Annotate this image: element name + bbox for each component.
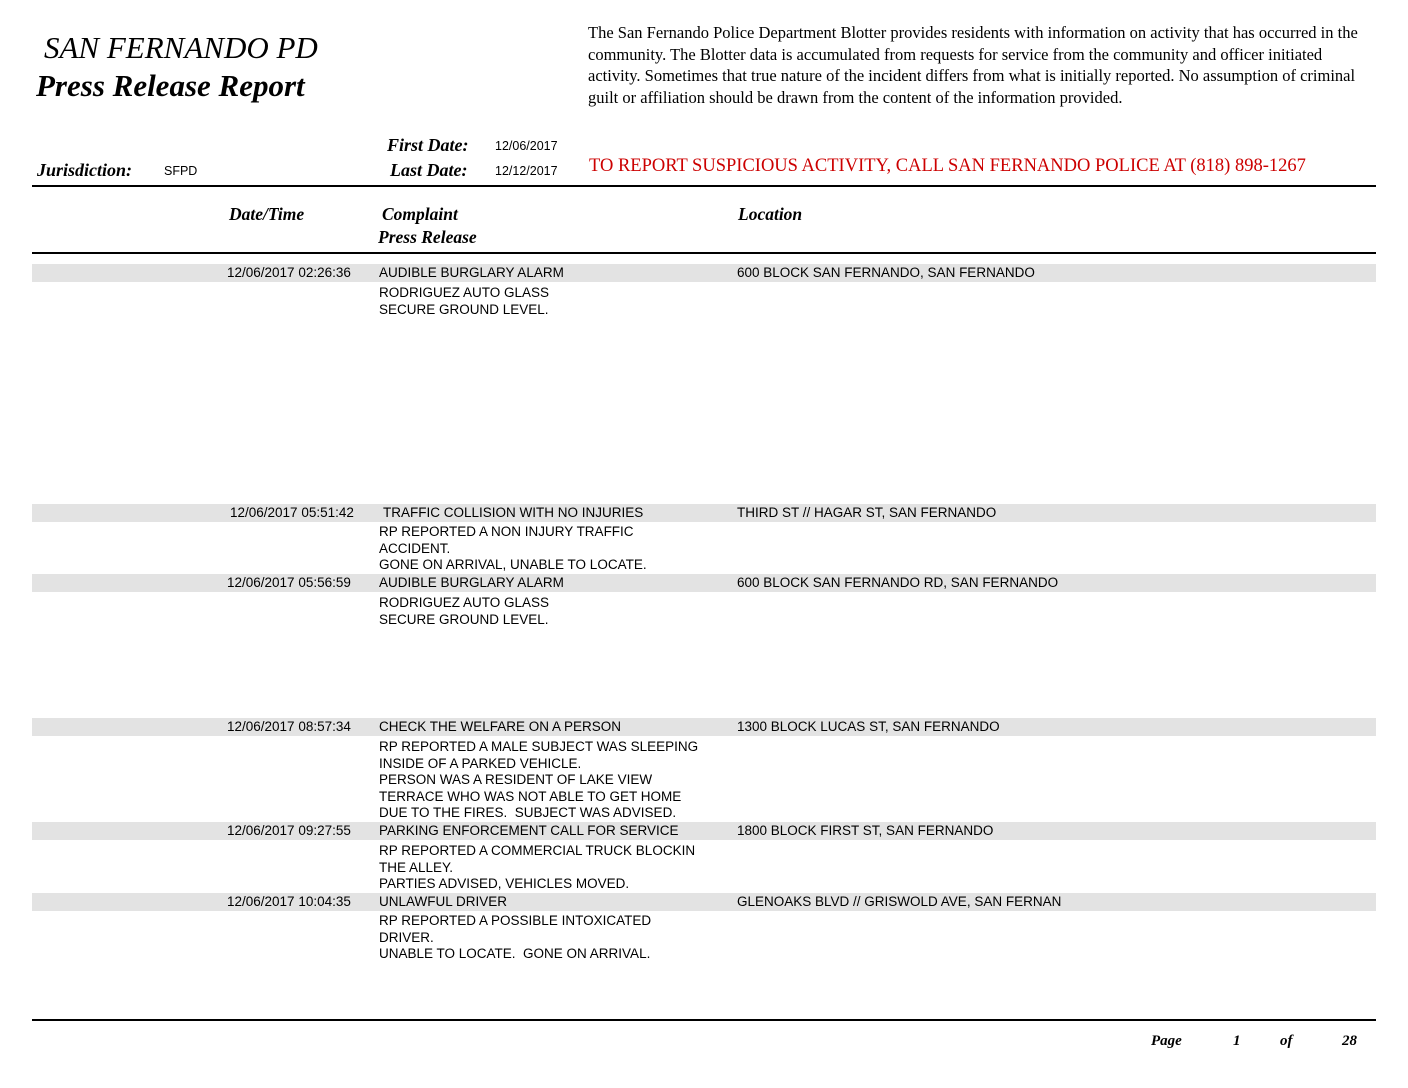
column-header-location: Location	[738, 204, 803, 224]
incident-complaint: TRAFFIC COLLISION WITH NO INJURIES	[383, 505, 644, 520]
incident-complaint: UNLAWFUL DRIVER	[379, 894, 508, 909]
header-rule	[32, 185, 1376, 187]
first-date-label: First Date:	[387, 135, 469, 155]
column-header-complaint: Complaint	[382, 204, 458, 224]
total-pages: 28	[1342, 1033, 1357, 1049]
column-header-press-release: Press Release	[378, 227, 477, 247]
incident-press-release: RP REPORTED A MALE SUBJECT WAS SLEEPING INSIDE OF A PARKED VEHICLE. PERSON WAS A RESIDENT OF LAKE VIEW TERRACE WHO WAS NOT ABLE TO GET HOME DUE TO THE FIRES. SUBJECT WAS ADVISED.	[379, 739, 699, 820]
incident-complaint: CHECK THE WELFARE ON A PERSON	[379, 719, 622, 734]
incident-complaint: PARKING ENFORCEMENT CALL FOR SERVICE	[379, 823, 679, 838]
last-date-label: Last Date:	[390, 160, 468, 180]
incident-press-release: RODRIGUEZ AUTO GLASS SECURE GROUND LEVEL.	[379, 595, 550, 627]
last-date-value: 12/12/2017	[495, 164, 558, 178]
incident-location: 1300 BLOCK LUCAS ST, SAN FERNANDO	[737, 719, 1000, 734]
incident-datetime: 12/06/2017 05:51:42	[230, 505, 354, 520]
suspicious-activity-notice: TO REPORT SUSPICIOUS ACTIVITY, CALL SAN FERNANDO POLICE AT (818) 898-1267	[589, 156, 1306, 176]
incident-location: GLENOAKS BLVD // GRISWOLD AVE, SAN FERNAN	[737, 894, 1062, 909]
page-label: Page	[1151, 1033, 1182, 1049]
incident-location: 1800 BLOCK FIRST ST, SAN FERNANDO	[737, 823, 994, 838]
jurisdiction-value: SFPD	[164, 164, 198, 178]
jurisdiction-label: Jurisdiction:	[37, 160, 133, 180]
first-date-value: 12/06/2017	[495, 139, 558, 153]
intro-paragraph: The San Fernando Police Department Blotter provides residents with information on activity that has occurred in the community. The Blotter data is accumulated from requests for service from the community and officer initiated activity. Sometimes that true nature of the incident differs from what is initially reported. No assumption of criminal guilt or affiliation should be drawn from the content of the information provided.	[588, 23, 1358, 107]
incident-complaint: AUDIBLE BURGLARY ALARM	[379, 265, 564, 280]
report-title: Press Release Report	[36, 68, 305, 103]
incident-datetime: 12/06/2017 02:26:36	[227, 265, 351, 280]
incident-press-release: RP REPORTED A NON INJURY TRAFFIC ACCIDENT. GONE ON ARRIVAL, UNABLE TO LOCATE.	[379, 524, 647, 572]
incident-location: 600 BLOCK SAN FERNANDO RD, SAN FERNANDO	[737, 575, 1059, 590]
incident-datetime: 12/06/2017 09:27:55	[227, 823, 351, 838]
page-of-label: of	[1280, 1033, 1293, 1049]
column-header-rule	[32, 252, 1376, 254]
incident-press-release: RP REPORTED A POSSIBLE INTOXICATED DRIVER. UNABLE TO LOCATE. GONE ON ARRIVAL.	[379, 913, 652, 961]
incident-location: THIRD ST // HAGAR ST, SAN FERNANDO	[737, 505, 997, 520]
incident-datetime: 12/06/2017 10:04:35	[227, 894, 351, 909]
incident-datetime: 12/06/2017 05:56:59	[227, 575, 351, 590]
incident-press-release: RP REPORTED A COMMERCIAL TRUCK BLOCKIN THE ALLEY. PARTIES ADVISED, VEHICLES MOVED.	[379, 843, 696, 891]
column-header-datetime: Date/Time	[229, 204, 305, 224]
incident-press-release: RODRIGUEZ AUTO GLASS SECURE GROUND LEVEL.	[379, 285, 550, 317]
agency-name: SAN FERNANDO PD	[44, 30, 318, 65]
incident-location: 600 BLOCK SAN FERNANDO, SAN FERNANDO	[737, 265, 1035, 280]
incident-datetime: 12/06/2017 08:57:34	[227, 719, 351, 734]
page-number: 1	[1233, 1033, 1241, 1049]
footer-rule	[32, 1019, 1376, 1021]
incident-complaint: AUDIBLE BURGLARY ALARM	[379, 575, 564, 590]
